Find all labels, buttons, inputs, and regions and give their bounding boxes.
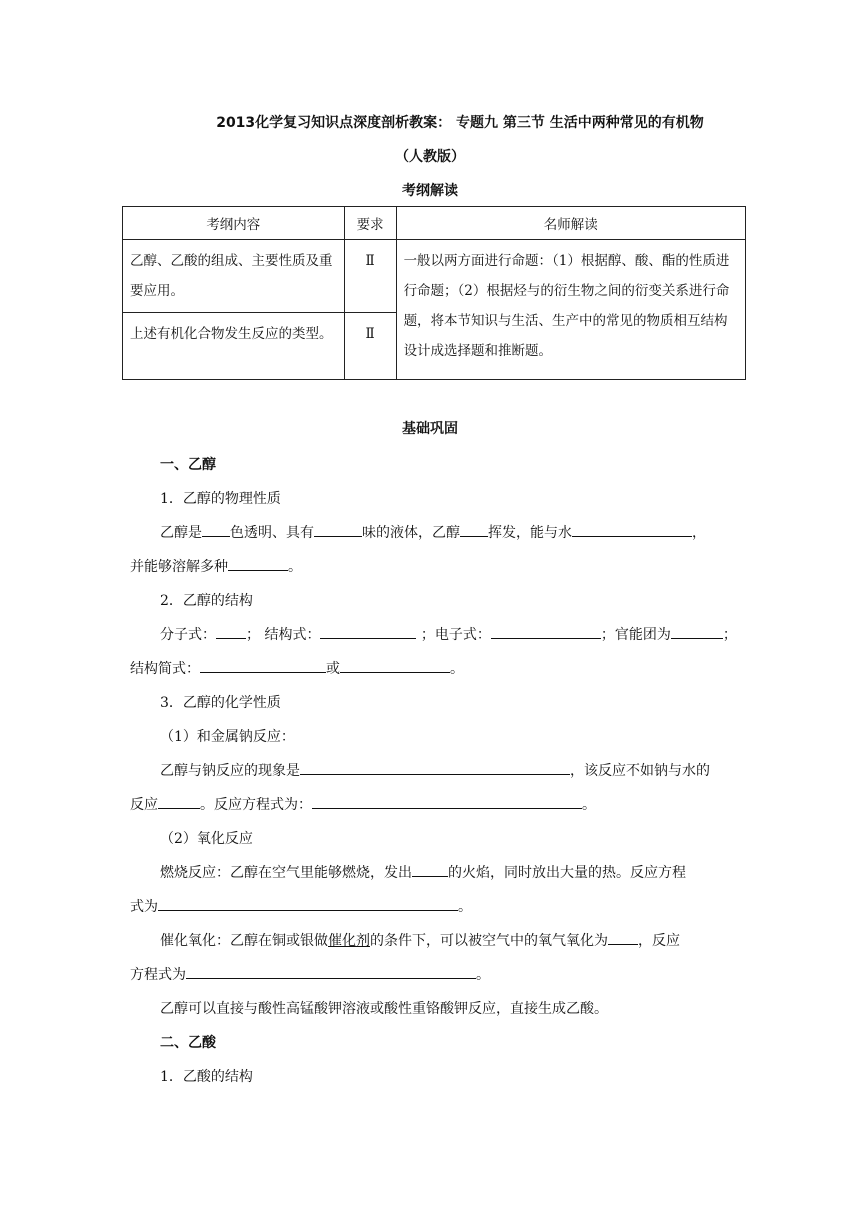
text: 式为 <box>130 899 158 915</box>
text: 。 <box>288 559 302 575</box>
table-cell-requirement <box>344 240 396 313</box>
text: 。 <box>476 967 490 983</box>
text: ，该反应不如钠与水的 <box>570 763 710 779</box>
text: 方程式为 <box>130 967 186 983</box>
paragraph-line <box>130 658 464 678</box>
document-title: 2013化学复习知识点深度剖析教案： 专题九 第三节 生活中两种常见的有机物 <box>216 115 704 131</box>
blank <box>412 862 448 877</box>
text: 的条件下，可以被空气中的氧气氧化为 <box>370 933 608 949</box>
text: 。反应方程式为： <box>200 797 312 813</box>
subsection-title: 3．乙醇的化学性质 <box>160 695 281 711</box>
blank <box>340 658 450 673</box>
text: 。 <box>582 797 596 813</box>
paragraph-line: （2）氧化反应 <box>160 831 253 847</box>
table-header: 名师解读 <box>396 207 745 240</box>
subsection-title: 1．乙酸的结构 <box>160 1069 253 1085</box>
text: 燃烧反应：乙醇在空气里能够燃烧，发出 <box>160 865 412 881</box>
table-cell-requirement <box>344 313 396 380</box>
text: 乙醇与钠反应的现象是 <box>160 763 300 779</box>
table-cell-interpretation <box>396 240 745 380</box>
blank <box>671 624 723 639</box>
blank <box>460 522 488 537</box>
table-header: 要求 <box>344 207 396 240</box>
paragraph-line <box>130 964 490 984</box>
part-heading-acetic-acid: 二、乙酸 <box>160 1035 216 1051</box>
paragraph-line: （1）和金属钠反应： <box>160 729 295 745</box>
section-title-outline: 考纲解读 <box>402 183 458 199</box>
part-heading-ethanol: 一、乙醇 <box>160 457 216 473</box>
blank <box>200 658 326 673</box>
cell-text: 乙醇、乙酸的组成、主要性质及重要应用。 <box>130 253 333 299</box>
paragraph-line <box>160 624 737 644</box>
text: 反应 <box>130 797 158 813</box>
subsection-title: 2．乙醇的结构 <box>160 593 253 609</box>
paragraph-line <box>130 896 472 916</box>
cell-text: 上述有机化合物发生反应的类型。 <box>130 326 333 342</box>
text: ， <box>692 525 706 541</box>
text: ，反应 <box>638 933 680 949</box>
table-header: 考纲内容 <box>123 207 345 240</box>
cell-text: Ⅱ <box>365 326 375 342</box>
text: 或 <box>326 661 340 677</box>
paragraph-line <box>160 930 680 950</box>
blank <box>158 896 458 911</box>
blank <box>572 522 692 537</box>
table-cell-content <box>123 313 345 380</box>
text: 分子式： <box>160 627 216 643</box>
text: 催化氧化：乙醇在铜或银做 <box>160 933 328 949</box>
blank <box>314 522 362 537</box>
text: 挥发，能与水 <box>488 525 572 541</box>
text: 。 <box>450 661 464 677</box>
cell-text: 一般以两方面进行命题：（1）根据醇、酸、酯的性质进行命题；（2）根据烃与的衍生物之间的衍变关系进行命题，将本节知识与生活、生产中的常见的物质相互结构设计成选择题和推断题。 <box>403 253 730 359</box>
subsection-title: 1．乙醇的物理性质 <box>160 491 281 507</box>
paragraph-line <box>160 760 710 780</box>
text: ；电子式： <box>416 627 491 643</box>
cell-text: Ⅱ <box>365 253 375 269</box>
paragraph-line <box>130 794 596 814</box>
text: 结构简式： <box>130 661 200 677</box>
blank <box>320 624 416 639</box>
table-cell-content <box>123 240 345 313</box>
paragraph-line: 乙醇可以直接与酸性高锰酸钾溶液或酸性重铬酸钾反应，直接生成乙酸。 <box>160 1001 608 1017</box>
outline-table <box>122 206 746 380</box>
blank <box>186 964 476 979</box>
table-row <box>123 240 746 313</box>
text: 味的液体，乙醇 <box>362 525 460 541</box>
paragraph-line <box>160 522 706 542</box>
text: 乙醇是 <box>160 525 202 541</box>
text: 色透明、具有 <box>230 525 314 541</box>
text: 的火焰，同时放出大量的热。反应方程 <box>448 865 686 881</box>
blank <box>228 556 288 571</box>
section-title-basics: 基础巩固 <box>402 421 458 437</box>
text: 并能够溶解多种 <box>130 559 228 575</box>
blank <box>158 794 200 809</box>
text: ； 结构式： <box>246 627 321 643</box>
blank <box>608 930 638 945</box>
blank <box>491 624 601 639</box>
paragraph-line <box>130 556 302 576</box>
blank <box>202 522 230 537</box>
text: 。 <box>458 899 472 915</box>
paragraph-line <box>160 862 686 882</box>
blank <box>216 624 246 639</box>
text: ；官能团为 <box>600 627 671 643</box>
text: ； <box>722 627 737 643</box>
document-subtitle: （人教版） <box>395 149 465 165</box>
blank <box>300 760 570 775</box>
table-header-row <box>123 207 746 240</box>
blank <box>312 794 582 809</box>
underlined-term: 催化剂 <box>328 933 370 949</box>
